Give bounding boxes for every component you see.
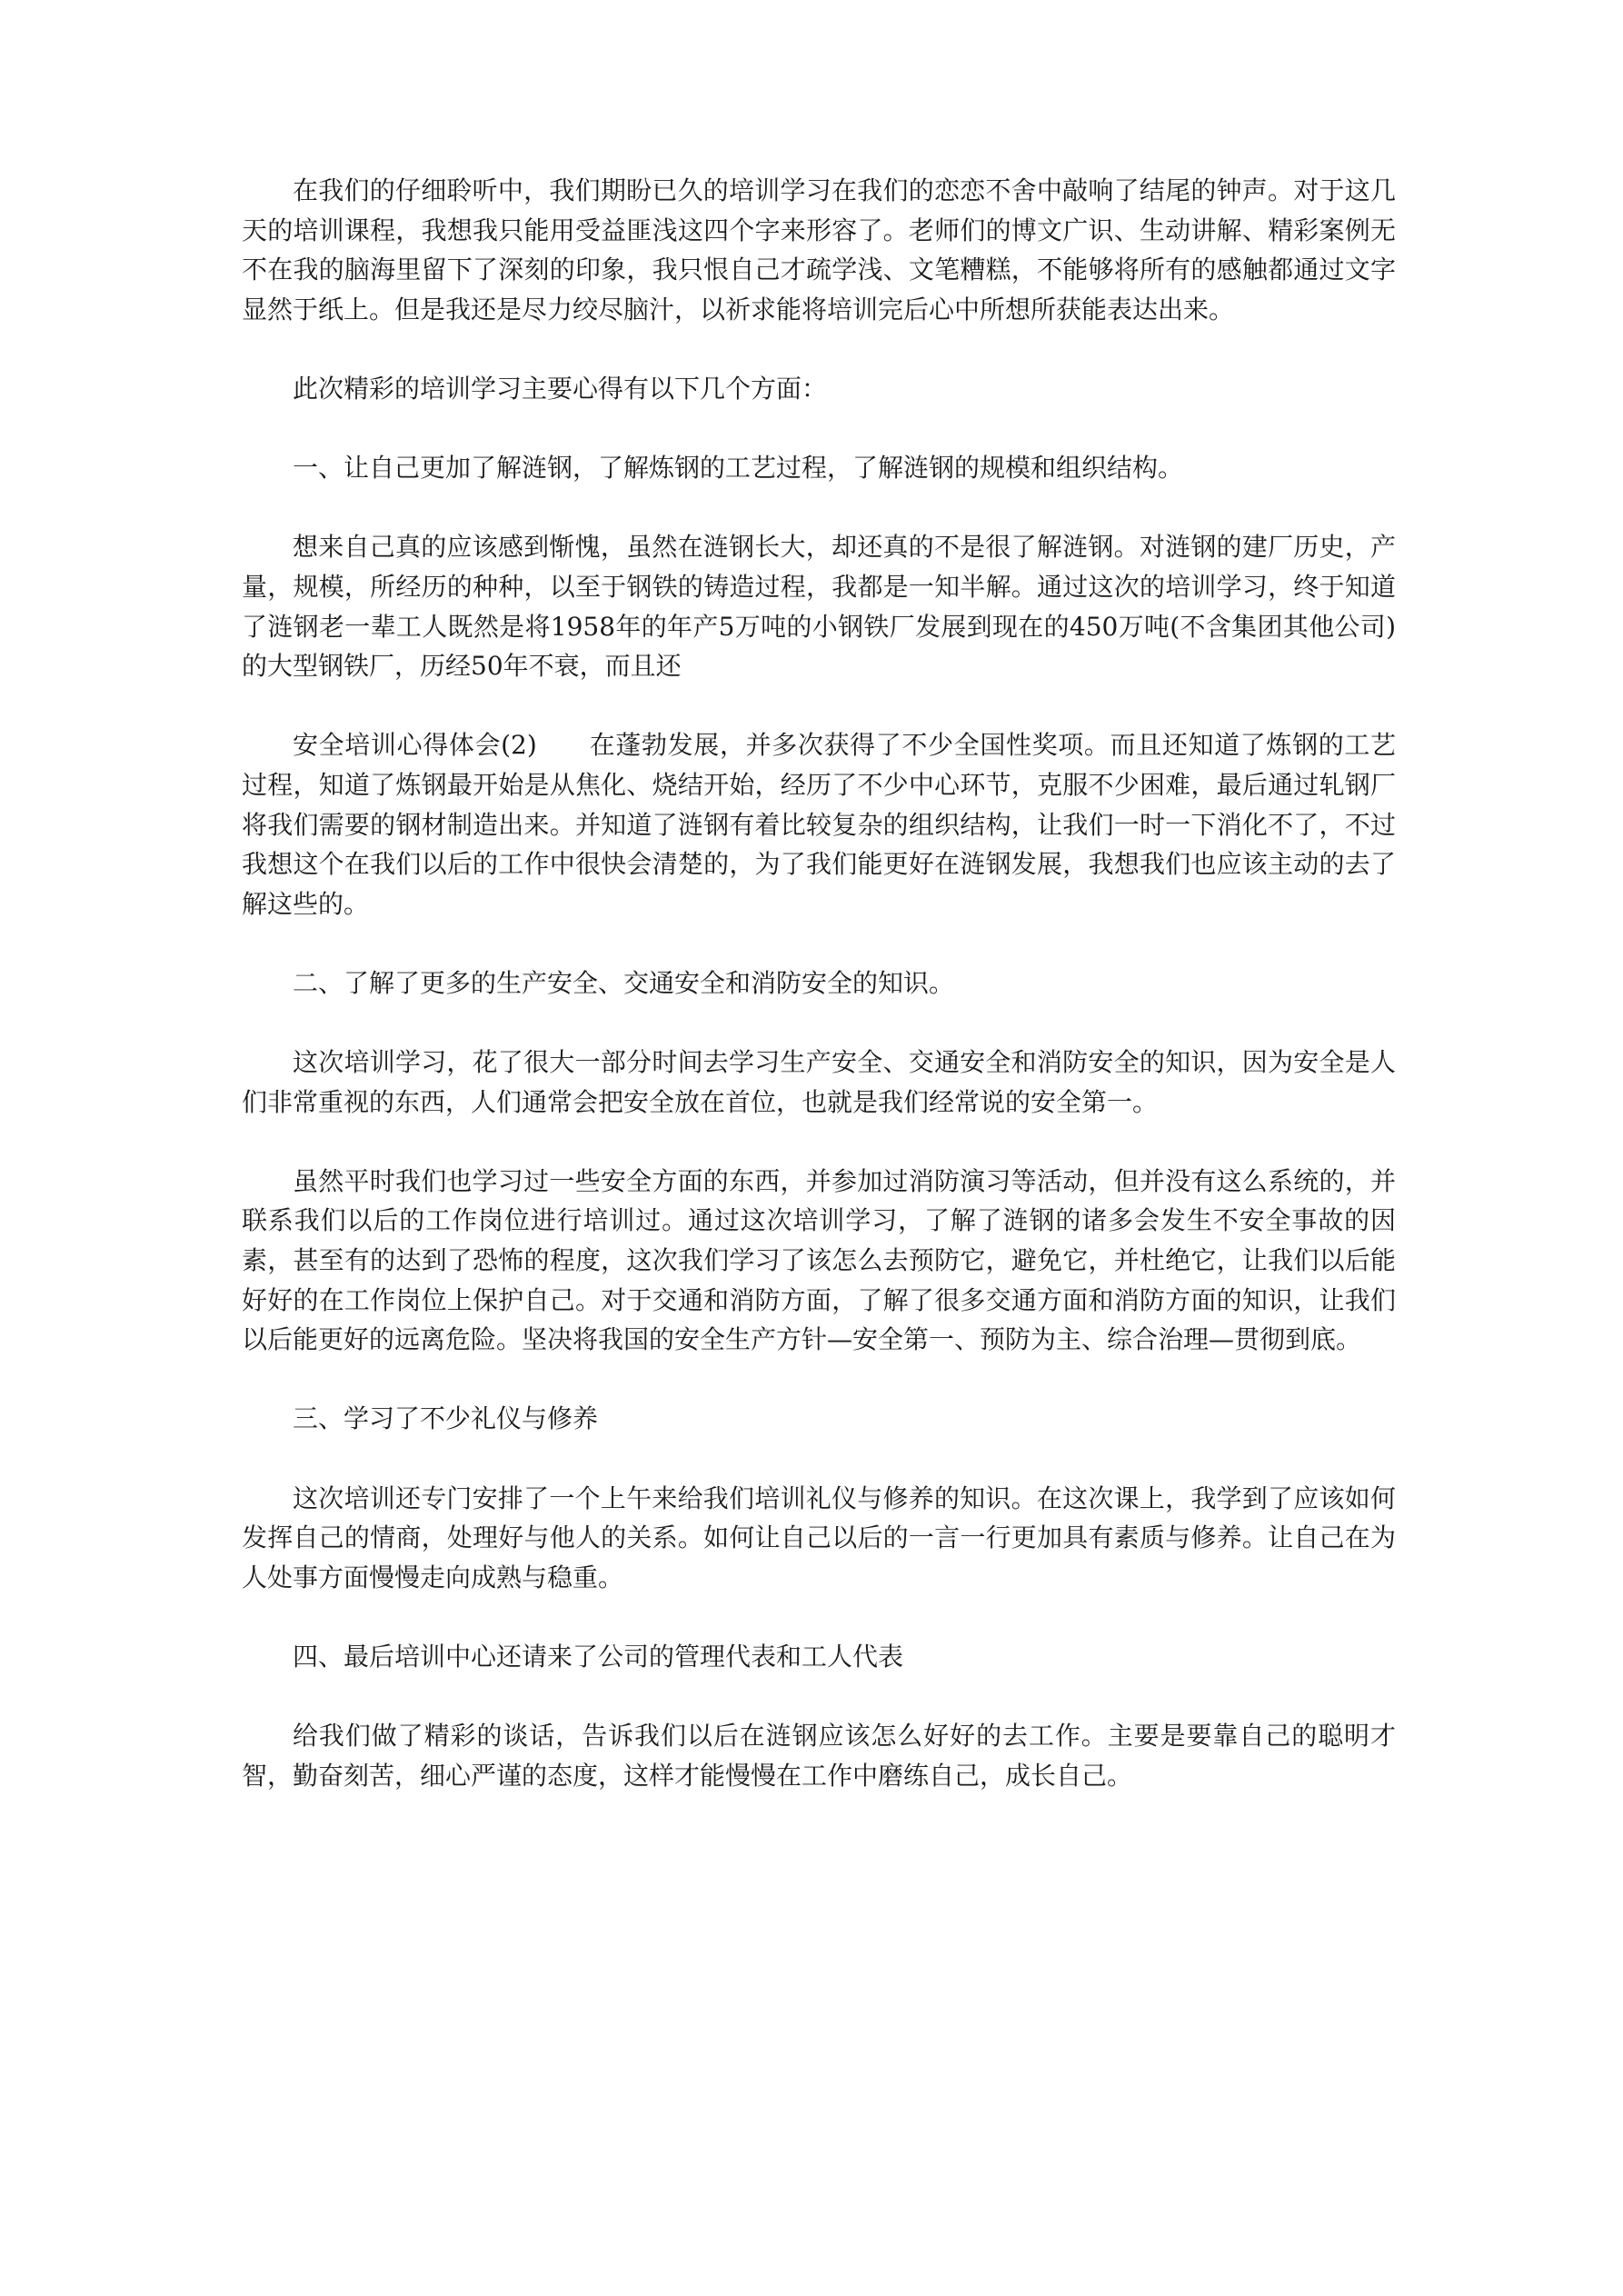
paragraph-section-4: 给我们做了精彩的谈话，告诉我们以后在涟钢应该怎么好好的去工作。主要是要靠自己的聪明才智，勤奋刻苦，细心严谨的态度，这样才能慢慢在工作中磨练自己，成长自己。 <box>242 1721 1396 1791</box>
paragraph-section-2-a: 这次培训学习，花了很大一部分时间去学习生产安全、交通安全和消防安全的知识，因为安全是人们非常重视的东西，人们通常会把安全放在首位，也就是我们经常说的安全第一。 <box>242 1047 1396 1117</box>
paragraph-intro: 在我们的仔细聆听中，我们期盼已久的培训学习在我们的恋恋不舍中敲响了结尾的钟声。对于这几天的培训课程，我想我只能用受益匪浅这四个字来形容了。老师们的博文广识、生动讲解、精彩案例无不在我的脑海里留下了深刻的印象，我只恨自己才疏学浅、文笔糟糕，不能够将所有的感触都通过文字显然于纸上。但是我还是尽力绞尽脑汁，以祈求能将培训完后心中所想所获能表达出来。 <box>242 175 1396 324</box>
section-heading-4: 四、最后培训中心还请来了公司的管理代表和工人代表 <box>293 1641 904 1672</box>
paragraph-section-3: 这次培训还专门安排了一个上午来给我们培训礼仪与修养的知识。在这次课上，我学到了应该如何发挥自己的情商，处理好与他人的关系。如何让自己以后的一言一行更加具有素质与修养。让自己在为人处事方面慢慢走向成熟与稳重。 <box>242 1482 1396 1592</box>
paragraph-section-1-a: 想来自己真的应该感到惭愧，虽然在涟钢长大，却还真的不是很了解涟钢。对涟钢的建厂历史，产量，规模，所经历的种种，以至于钢铁的铸造过程，我都是一知半解。通过这次的培训学习，终于知道了涟钢老一辈工人既然是将1958年的年产5万吨的小钢铁厂发展到现在的450万吨(不含集团其他公司)的大型钢铁厂，历经50年不衰，而且还 <box>242 532 1396 682</box>
paragraph-section-2-b: 虽然平时我们也学习过一些安全方面的东西，并参加过消防演习等活动，但并没有这么系统的，并联系我们以后的工作岗位进行培训过。通过这次培训学习，了解了涟钢的诸多会发生不安全事故的因素，甚至有的达到了恐怖的程度，这次我们学习了该怎么去预防它，避免它，并杜绝它，让我们以后能好好的在工作岗位上保护自己。对于交通和消防方面，了解了很多交通方面和消防方面的知识，让我们以后能更好的远离危险。坚决将我国的安全生产方针—安全第一、预防为主、综合治理—贯彻到底。 <box>242 1165 1396 1355</box>
paragraph-summary-lead: 此次精彩的培训学习主要心得有以下几个方面： <box>293 373 828 404</box>
paragraph-section-1-b: 安全培训心得体会(2) 在蓬勃发展，并多次获得了不少全国性奖项。而且还知道了炼钢的工艺过程，知道了炼钢最开始是从焦化、烧结开始，经历了不少中心环节，克服不少困难，最后通过轧钢厂将我们需要的钢材制造出来。并知道了涟钢有着比较复杂的组织结构，让我们一时一下消化不了，不过我想这个在我们以后的工作中很快会清楚的，为了我们能更好在涟钢发展，我想我们也应该主动的去了解这些的。 <box>242 730 1396 919</box>
section-heading-2: 二、了解了更多的生产安全、交通安全和消防安全的知识。 <box>293 967 955 998</box>
section-heading-1: 一、让自己更加了解涟钢，了解炼钢的工艺过程，了解涟钢的规模和组织结构。 <box>293 453 1184 484</box>
document-body <box>242 171 1396 1795</box>
section-heading-3: 三、学习了不少礼仪与修养 <box>293 1403 599 1434</box>
